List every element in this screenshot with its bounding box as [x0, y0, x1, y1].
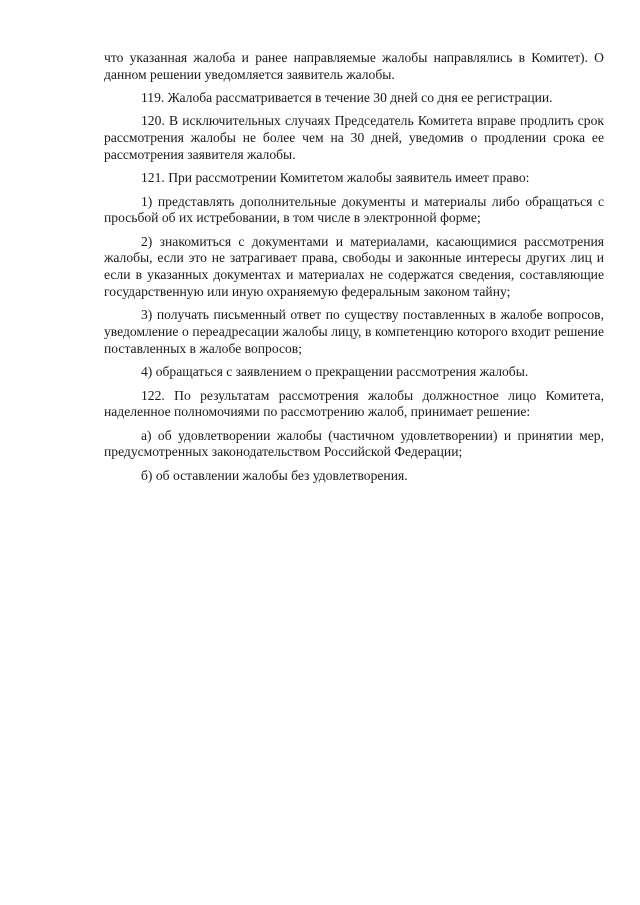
paragraph-121-item-1: 1) представлять дополнительные документы и материалы либо обращаться с просьбой об их истребовании, в том числе в электронной форме;: [104, 193, 604, 226]
paragraph-122-item-a: а) об удовлетворении жалобы (частичном удовлетворении) и принятии мер, предусмотренных законодательством Российской Федерации;: [104, 427, 604, 460]
paragraph-121-item-3: 3) получать письменный ответ по существу поставленных в жалобе вопросов, уведомление о переадресации жалобы лицу, в компетенцию которого входит решение поставленных в жалобе вопросов;: [104, 307, 604, 356]
paragraph-119: 119. Жалоба рассматривается в течение 30 дней со дня ее регистрации.: [141, 90, 553, 106]
paragraph-122-item-b: б) об оставлении жалобы без удовлетворения.: [141, 467, 408, 483]
paragraph-122: 122. По результатам рассмотрения жалобы должностное лицо Комитета, наделенное полномочиями по рассмотрению жалоб, принимает решение:: [104, 387, 604, 420]
paragraph-continuation: что указанная жалоба и ранее направляемые жалобы направлялись в Комитет). О данном решении уведомляется заявитель жалобы.: [104, 50, 604, 82]
paragraph-121: 121. При рассмотрении Комитетом жалобы заявитель имеет право:: [141, 170, 530, 186]
paragraph-121-item-4: 4) обращаться с заявлением о прекращении рассмотрения жалобы.: [141, 364, 529, 380]
document-body: [104, 50, 604, 491]
paragraph-121-item-2: 2) знакомиться с документами и материалами, касающимися рассмотрения жалобы, если это не затрагивает права, свободы и законные интересы других лиц и если в указанных документах и материалах не содержатся сведения, составляющие государственную или иную охраняемую федеральным законом тайну;: [104, 233, 604, 300]
paragraph-120: 120. В исключительных случаях Председатель Комитета вправе продлить срок рассмотрения жалобы не более чем на 30 дней, уведомив о продлении срока ее рассмотрения заявителя жалобы.: [104, 113, 604, 162]
